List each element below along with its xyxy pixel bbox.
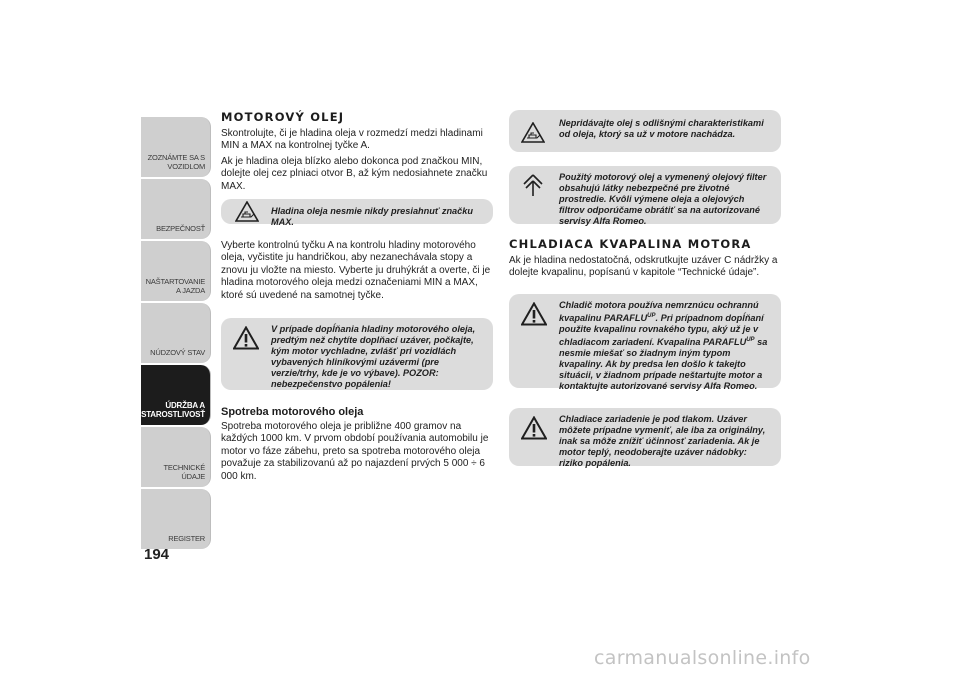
tab-technicke-udaje[interactable] [141,427,211,487]
note-text: Chladiace zariadenie je pod tlakom. Uzáver môžete prípadne vymeniť, ale iba za originálny, inak sa môže znížiť účinnosť zariadenia. Ak je motor teplý, neodoberajte uzáver nádobky: riziko popálenia. [559,413,766,468]
superscript: UP [647,312,656,319]
recycle-environment-icon [521,173,545,197]
tab-label: TECHNICKÉ ÚDAJE [163,463,205,481]
section-heading-motor-oil: MOTOROVÝ OLEJ [221,110,345,124]
paragraph: Vyberte kontrolnú tyčku A na kontrolu hladiny motorového oleja, vyčistite ju handričkou, aby nezanechávala stopy a znovu ju vložte na miesto. Vyberte ju druhýkrát a overte, či je hladina motorového oleja medzi označeniami MIN a MAX, ktoré sú uvedené na samotnej tyčke. [221,240,491,301]
paragraph: Skontrolujte, či je hladina oleja v rozmedzí medzi hladinami MIN a MAX na kontrolnej tyčke A. [221,128,483,152]
note-text [519,300,771,392]
subheading-oil-consumption: Spotreba motorového oleja [221,406,364,419]
tab-label: NAŠTARTOVANIE A JAZDA [145,277,205,295]
coolant-type-note [509,294,781,391]
tab-label: REGISTER [168,534,205,543]
tab-nudzovy-stav[interactable] [141,303,211,363]
note-text: Nepridávajte olej s odlišnými charakteristikami od oleja, ktorý sa už v motore nachádza. [559,118,764,139]
oil-max-note [221,199,493,228]
tab-bezpecnost[interactable] [141,179,211,239]
watermark-text: carmanualsonline.info [594,647,811,669]
tab-register[interactable] [141,489,211,549]
tab-label: BEZPEČNOSŤ [156,224,205,233]
tab-label: NÚDZOVÝ STAV [150,348,205,357]
refill-warning-note [221,318,493,390]
paragraph: Ak je hladina oleja blízko alebo dokonca pod značkou MIN, dolejte olej cez plniaci otvor B, až kým nedosiahnete značku MAX. [221,155,488,192]
superscript: UP [746,336,755,343]
tab-label: ÚDRŽBA A STAROSTLIVOSŤ [141,401,205,419]
note-text: Hladina oleja nesmie nikdy presiahnuť značku MAX. [271,206,473,228]
tab-udrzba[interactable] [141,365,211,425]
left-column [221,110,493,486]
note-text-part: . Pri prípadnom dopĺňaní použite kvapalinu rovnakého typu, aký už je v chladiacom zariadení. Kvapalina PARAFLU [559,312,764,347]
oil-can-warning-icon [521,122,545,143]
oil-type-note [509,110,781,152]
note-text: V prípade dopĺňania hladiny motorového oleja, predtým než chytíte doplňací uzáver, počkajte, kým motor vychladne, zvlášť pri vozidlách vybavených hliníkovými uzávermi (pre verzie/trhy, kde je vo výbave). POZOR: nebezpečenstvo popálenia! [271,324,476,390]
tab-nastartovanie[interactable] [141,241,211,301]
note-text-part: sa nesmie miešať so žiadnym iným typom kvapaliny. Ak by predsa len došlo k takejto situácii, v žiadnom prípade neštartujte motor a kontaktujte autorizované servisy Alfa Romeo. [559,336,768,391]
pressure-warning-note [509,408,781,466]
oil-can-warning-icon [235,201,259,222]
warning-icon [233,326,259,350]
tab-label: ZOZNÁMTE SA S VOZIDLOM [147,153,205,171]
warning-icon [521,302,547,326]
environment-note [509,166,781,224]
section-heading-coolant: CHLADIACA KVAPALINA MOTORA [509,237,752,251]
tab-zoznamte-sa[interactable] [141,117,211,177]
right-column [509,110,781,466]
paragraph: Spotreba motorového oleja je približne 400 gramov na každých 1000 km. V prvom období používania automobilu je motor vo fáze zábehu, preto sa spotreba motorového oleja považuje za stabilizovanú až po najazdení prvých 5 000 ÷ 6 000 km. [221,421,489,482]
paragraph: Ak je hladina nedostatočná, odskrutkujte uzáver C nádržky a dolejte kvapalinu, popísanú v kapitole “Technické údaje”. [509,255,778,279]
note-text: Použitý motorový olej a vymenený olejový filter obsahujú látky nebezpečné pre životné prostredie. Kvôli výmene oleja a olejových filtrov odporúčame obrátiť sa na autorizované servisy Alfa Romeo. [559,172,767,226]
note-text-part: Chladič motora používa nemrznúcu ochrannú kvapalinu PARAFLU [559,299,759,323]
warning-icon [521,416,547,440]
page-number: 194 [144,546,170,563]
